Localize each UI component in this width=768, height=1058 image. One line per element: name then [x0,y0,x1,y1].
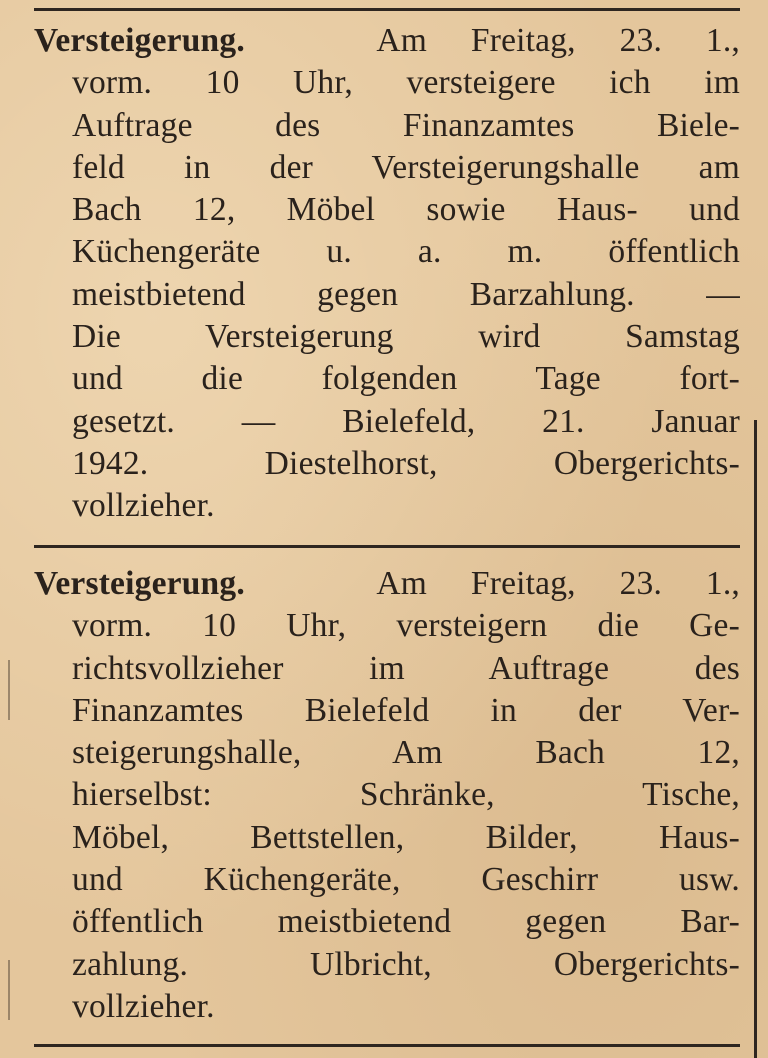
bottom-rule [34,1044,740,1047]
middle-rule [34,545,740,548]
notice-line: hierselbst: Schränke, Tische, [72,776,740,814]
notice-line: Am Freitag, 23. 1., [376,565,740,602]
notice-line: vorm. 10 Uhr, versteigern die Ge- [72,607,740,645]
notice-line: 1942. Diestelhorst, Obergerichts- [72,444,740,482]
notice-line: vollzieher. [72,987,215,1025]
notice-line: und die folgenden Tage fort- [72,360,740,398]
notice-line: vollzieher. [72,487,215,525]
notice-line: zahlung. Ulbricht, Obergerichts- [72,945,740,983]
notice-first-line [34,563,740,605]
right-column-rule [754,420,757,980]
notice-line: feld in der Versteigerungshalle am [72,148,740,186]
notice-line: steigerungshalle, Am Bach 12, [72,734,740,772]
top-rule [34,8,740,11]
notice-line: meistbietend gegen Barzahlung. — [72,275,740,313]
left-margin-mark [8,660,10,720]
notice-line: Bach 12, Möbel sowie Haus- und [72,191,740,229]
notice-line: Küchengeräte u. a. m. öffentlich [72,233,740,271]
notice-line: Auftrage des Finanzamtes Biele- [72,106,740,144]
notice-line: öffentlich meistbietend gegen Bar- [72,903,740,941]
notice-line: richtsvollzieher im Auftrage des [72,649,740,687]
left-margin-mark [8,960,10,1020]
auction-notice-1 [34,20,740,528]
notice-line: und Küchengeräte, Geschirr usw. [72,861,740,899]
notice-line: Finanzamtes Bielefeld in der Ver- [72,691,740,729]
right-column-rule [754,980,757,1058]
notice-line: Die Versteigerung wird Samstag [72,318,740,356]
notice-line: Am Freitag, 23. 1., [376,22,740,59]
auction-notice-2 [34,563,740,1028]
notice-line: gesetzt. — Bielefeld, 21. Januar [72,402,740,440]
notice-heading: Versteigerung. [34,22,245,59]
notice-line: vorm. 10 Uhr, versteigere ich im [72,64,740,102]
notice-heading: Versteigerung. [34,565,245,602]
notice-first-line [34,20,740,62]
notice-line: Möbel, Bettstellen, Bilder, Haus- [72,818,740,856]
